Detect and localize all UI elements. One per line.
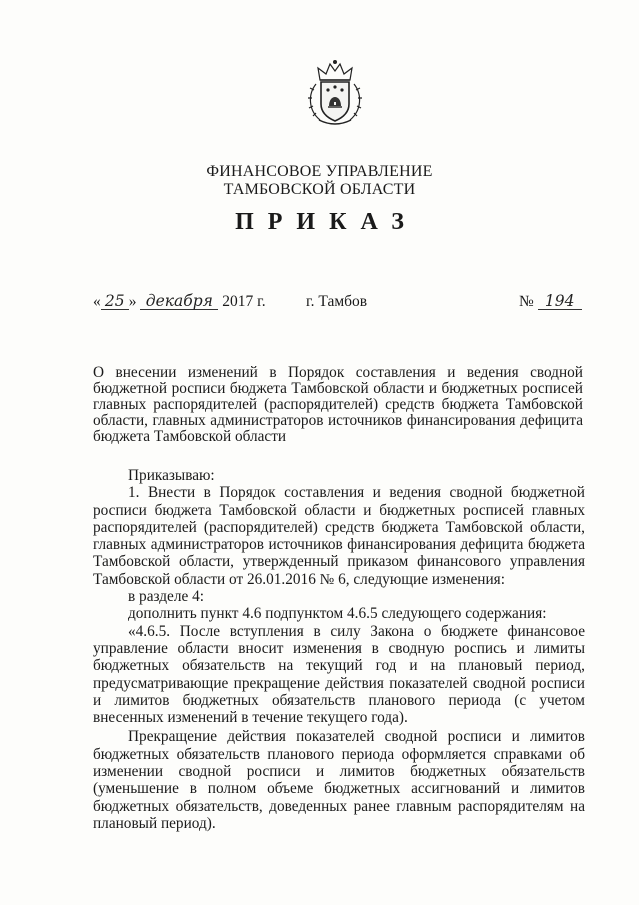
quote-close: » [128, 293, 137, 310]
document-type-title: ПРИКАЗ [235, 209, 418, 235]
body-paragraph: 1. Внести в Порядок составления и ведения сводной бюджетной росписи бюджета Тамбовской области и бюджетных росписей главных распорядителей (распорядителей) средств бюджета Тамбовской области, главных администраторов источников финансирования дефицита бюджета Тамбовской области, утвержденный приказом финансового управления Тамбовской области от 26.01.2016 № 6, следующие изменения: [93, 484, 585, 588]
body-paragraph: в разделе 4: [128, 588, 204, 606]
tambov-oblast-coat-of-arms-icon [306, 58, 364, 126]
document-number: 194 [538, 293, 582, 310]
quote-open: « [93, 293, 101, 310]
number-label: № [519, 293, 534, 310]
organization-name-line-2: ТАМБОВСКОЙ ОБЛАСТИ [223, 181, 416, 198]
body-paragraph: Приказываю: [128, 467, 215, 484]
document-body [93, 467, 585, 832]
document-subject: О внесении изменений в Порядок составления и ведения сводной бюджетной росписи бюджета Тамбовской области и бюджетных росписей главных распорядителей (распорядителей) средств бюджета Тамбовской области, главных администраторов источников финансирования дефицита бюджета Тамбовской области [93, 364, 583, 445]
body-paragraph: дополнить пункт 4.6 подпунктом 4.6.5 следующего содержания: [128, 605, 547, 623]
body-paragraph: Прекращение действия показателей сводной росписи и лимитов бюджетных обязательств планового периода оформляется справками об изменении сводной росписи и лимитов бюджетных обязательств (уменьшение в полном объеме бюджетных ассигнований и лимитов бюджетных обязательств, доведенных ранее главным распорядителям на плановый период). [93, 728, 585, 832]
date-day: 25 [101, 293, 129, 310]
body-paragraph: «4.6.5. После вступления в силу Закона о бюджете финансовое управление области вносит изменения в сводную роспись и лимиты бюджетных обязательств на текущий год и на плановый период, предусматривающие прекращение действия показателей сводной росписи и лимитов бюджетных обязательств планового периода (с учетом внесенных изменений в течение текущего года). [93, 622, 585, 727]
date-year: 2017 г. [222, 293, 266, 310]
document-date [93, 293, 266, 311]
document-place: г. Тамбов [306, 293, 368, 310]
document-number-block [519, 293, 582, 311]
organization-name-line-1: ФИНАНСОВОЕ УПРАВЛЕНИЕ [206, 163, 433, 180]
date-month: декабря [140, 293, 218, 310]
